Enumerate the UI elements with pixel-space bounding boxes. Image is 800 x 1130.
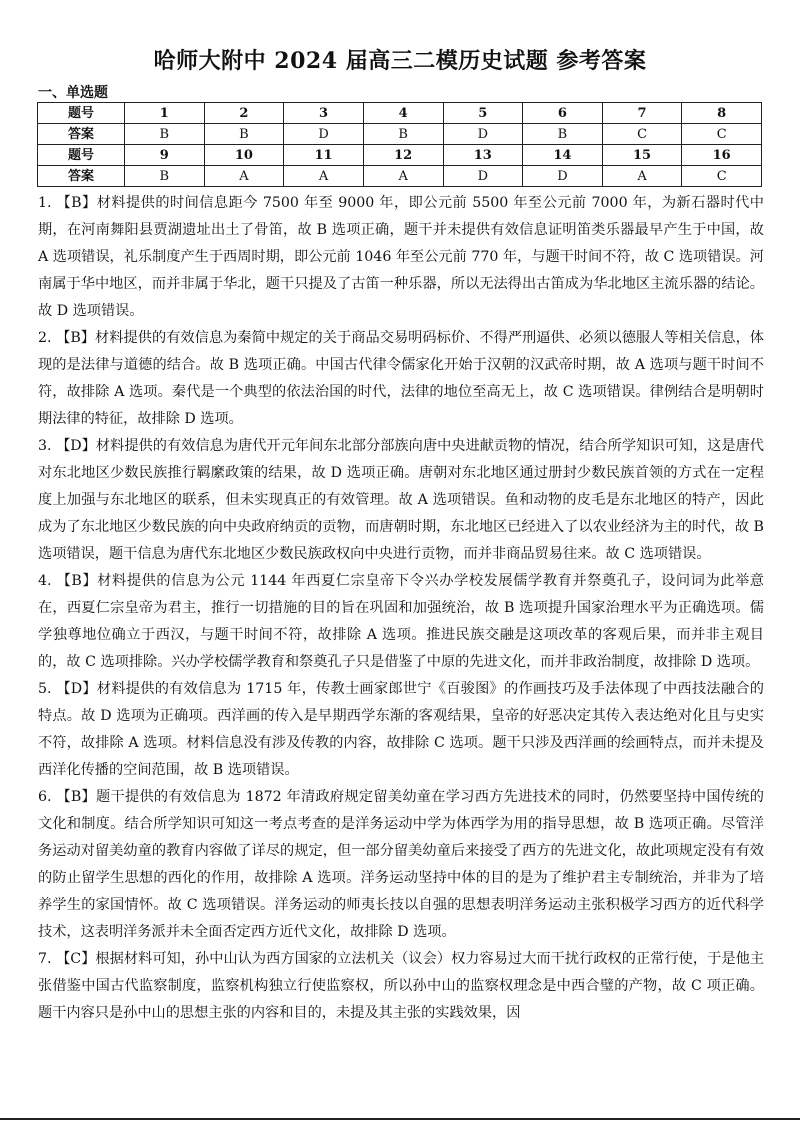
question-number: 15 — [602, 145, 682, 166]
answer-table — [37, 102, 762, 187]
page-title: 哈师大附中 2024 届高三二模历史试题 参考答案 — [153, 48, 647, 74]
explanation-item: 3. 【D】材料提供的有效信息为唐代开元年间东北部分部族向唐中央进献贡物的情况，结合所学知识可知，这是唐代对东北地区少数民族推行羁縻政策的结果，故 D 选项正确。唐朝对东北地区通过册封少数民族首领的方式在一定程度上加强与东北地区的联系，但未实现真正的有效管理。故 A 选项错误。鱼和动物的皮毛是东北地区的特产，因此成为了东北地区少数民族的向中央政府纳贡的贡物，而唐朝时期，东北地区已经进入了以农业经济为主的时代，故 B 选项错误，题干信息为唐代东北地区少数民族政权向中央进行贡物，而并非商品贸易往来。故 C 选项错误。 — [38, 438, 764, 562]
question-number: 11 — [284, 145, 364, 166]
table-row — [38, 145, 762, 166]
explanations — [38, 190, 764, 1027]
answer-cell: C — [682, 124, 762, 145]
row-label-answer: 答案 — [38, 124, 125, 145]
question-number: 3 — [284, 103, 364, 124]
answer-cell: A — [284, 166, 364, 187]
question-number: 6 — [523, 103, 603, 124]
question-number: 9 — [125, 145, 205, 166]
answer-cell: B — [125, 166, 205, 187]
question-number: 16 — [682, 145, 762, 166]
explanation-item: 4. 【B】材料提供的信息为公元 1144 年西夏仁宗皇帝下令兴办学校发展儒学教育并祭奠孔子，设问词为此举意在，西夏仁宗皇帝为君主，推行一切措施的目的旨在巩固和加强统治，故 B 选项提升国家治理水平为正确选项。儒学独尊地位确立于西汉，与题干时间不符，故排除 A 选项。推进民族交融是这项改革的客观后果，而并非主观目的，故 C 选项排除。兴办学校儒学教育和祭奠孔子只是借鉴了中原的先进文化，而并非政治制度，故排除 D 选项。 — [38, 573, 764, 670]
question-number: 1 — [125, 103, 205, 124]
question-number: 12 — [363, 145, 443, 166]
explanation-item: 6. 【B】题干提供的有效信息为 1872 年清政府规定留美幼童在学习西方先进技术的同时，仍然要坚持中国传统的文化和制度。结合所学知识可知这一考点考查的是洋务运动中学为体西学为用的指导思想，故 B 选项正确。尽管洋务运动对留美幼童的教育内容做了详尽的规定，但一部分留美幼童后来接受了西方的先进文化，故此项规定没有有效的防止留学生思想的西化的作用，故排除 A 选项。洋务运动坚持中体的目的是为了维护君主专制统治，并非为了培养学生的家国情怀。故 C 选项错误。洋务运动的师夷长技以自强的思想表明洋务运动主张积极学习西方的近代科学技术，这表明洋务派并未全面否定西方近代文化，故排除 D 选项。 — [38, 789, 764, 940]
answer-cell: B — [204, 124, 284, 145]
page-bottom-rule — [0, 1118, 800, 1120]
section-heading: 一、单选题 — [38, 85, 108, 101]
question-number: 13 — [443, 145, 523, 166]
question-number: 4 — [363, 103, 443, 124]
answer-cell: D — [443, 166, 523, 187]
answer-cell: A — [204, 166, 284, 187]
explanation-item: 7. 【C】根据材料可知，孙中山认为西方国家的立法机关（议会）权力容易过大而干扰行政权的正常行使，于是他主张借鉴中国古代监察制度，监察机构独立行使监察权，所以孙中山的监察权理念是中西合璧的产物，故 C 项正确。题干内容只是孙中山的思想主张的内容和目的，未提及其主张的实践效果，因 — [38, 951, 764, 1021]
answer-cell: A — [602, 166, 682, 187]
answer-cell: D — [284, 124, 364, 145]
table-row — [38, 124, 762, 145]
question-number: 8 — [682, 103, 762, 124]
answer-cell: B — [523, 124, 603, 145]
table-row — [38, 166, 762, 187]
answer-cell: D — [443, 124, 523, 145]
question-number: 7 — [602, 103, 682, 124]
explanation-item: 2. 【B】材料提供的有效信息为秦简中规定的关于商品交易明码标价、不得严刑逼供、必须以德服人等相关信息，体现的是法律与道德的结合。故 B 选项正确。中国古代律令儒家化开始于汉朝的汉武帝时期，故 A 选项与题干时间不符，故排除 A 选项。秦代是一个典型的依法治国的时代，法律的地位至高无上，故 C 选项错误。律例结合是明朝时期法律的特征，故排除 D 选项。 — [38, 330, 764, 427]
row-label-number: 题号 — [38, 103, 125, 124]
explanation-item: 1. 【B】材料提供的时间信息距今 7500 年至 9000 年，即公元前 5500 年至公元前 7000 年，为新石器时代中期，在河南舞阳县贾湖遗址出土了骨笛，故 B 选项正确，题干并未提供有效信息证明笛类乐器最早产生于中国，故 A 选项错误，礼乐制度产生于西周时期，即公元前 1046 年至公元前 770 年，与题干时间不符，故 C 选项错误。河南属于华中地区，而并非属于华北，题干只提及了古笛一种乐器，所以无法得出古笛成为华北地区主流乐器的结论。故 D 选项错误。 — [38, 195, 764, 319]
answer-cell: D — [523, 166, 603, 187]
answer-cell: B — [363, 124, 443, 145]
row-label-number: 题号 — [38, 145, 125, 166]
answer-cell: B — [125, 124, 205, 145]
answer-cell: C — [682, 166, 762, 187]
question-number: 2 — [204, 103, 284, 124]
table-row — [38, 103, 762, 124]
explanation-item: 5. 【D】材料提供的有效信息为 1715 年，传教士画家郎世宁《百骏图》的作画技巧及手法体现了中西技法融合的特点。故 D 选项为正确项。西洋画的传入是早期西学东渐的客观结果，皇帝的好恶决定其传入表达绝对化且与史实不符，故排除 A 选项。材料信息没有涉及传教的内容，故排除 C 选项。题干只涉及西洋画的绘画特点，而并未提及西洋化传播的空间范围，故 B 选项错误。 — [38, 681, 764, 778]
question-number: 5 — [443, 103, 523, 124]
question-number: 10 — [204, 145, 284, 166]
answer-cell: C — [602, 124, 682, 145]
row-label-answer: 答案 — [38, 166, 125, 187]
question-number: 14 — [523, 145, 603, 166]
answer-cell: A — [363, 166, 443, 187]
